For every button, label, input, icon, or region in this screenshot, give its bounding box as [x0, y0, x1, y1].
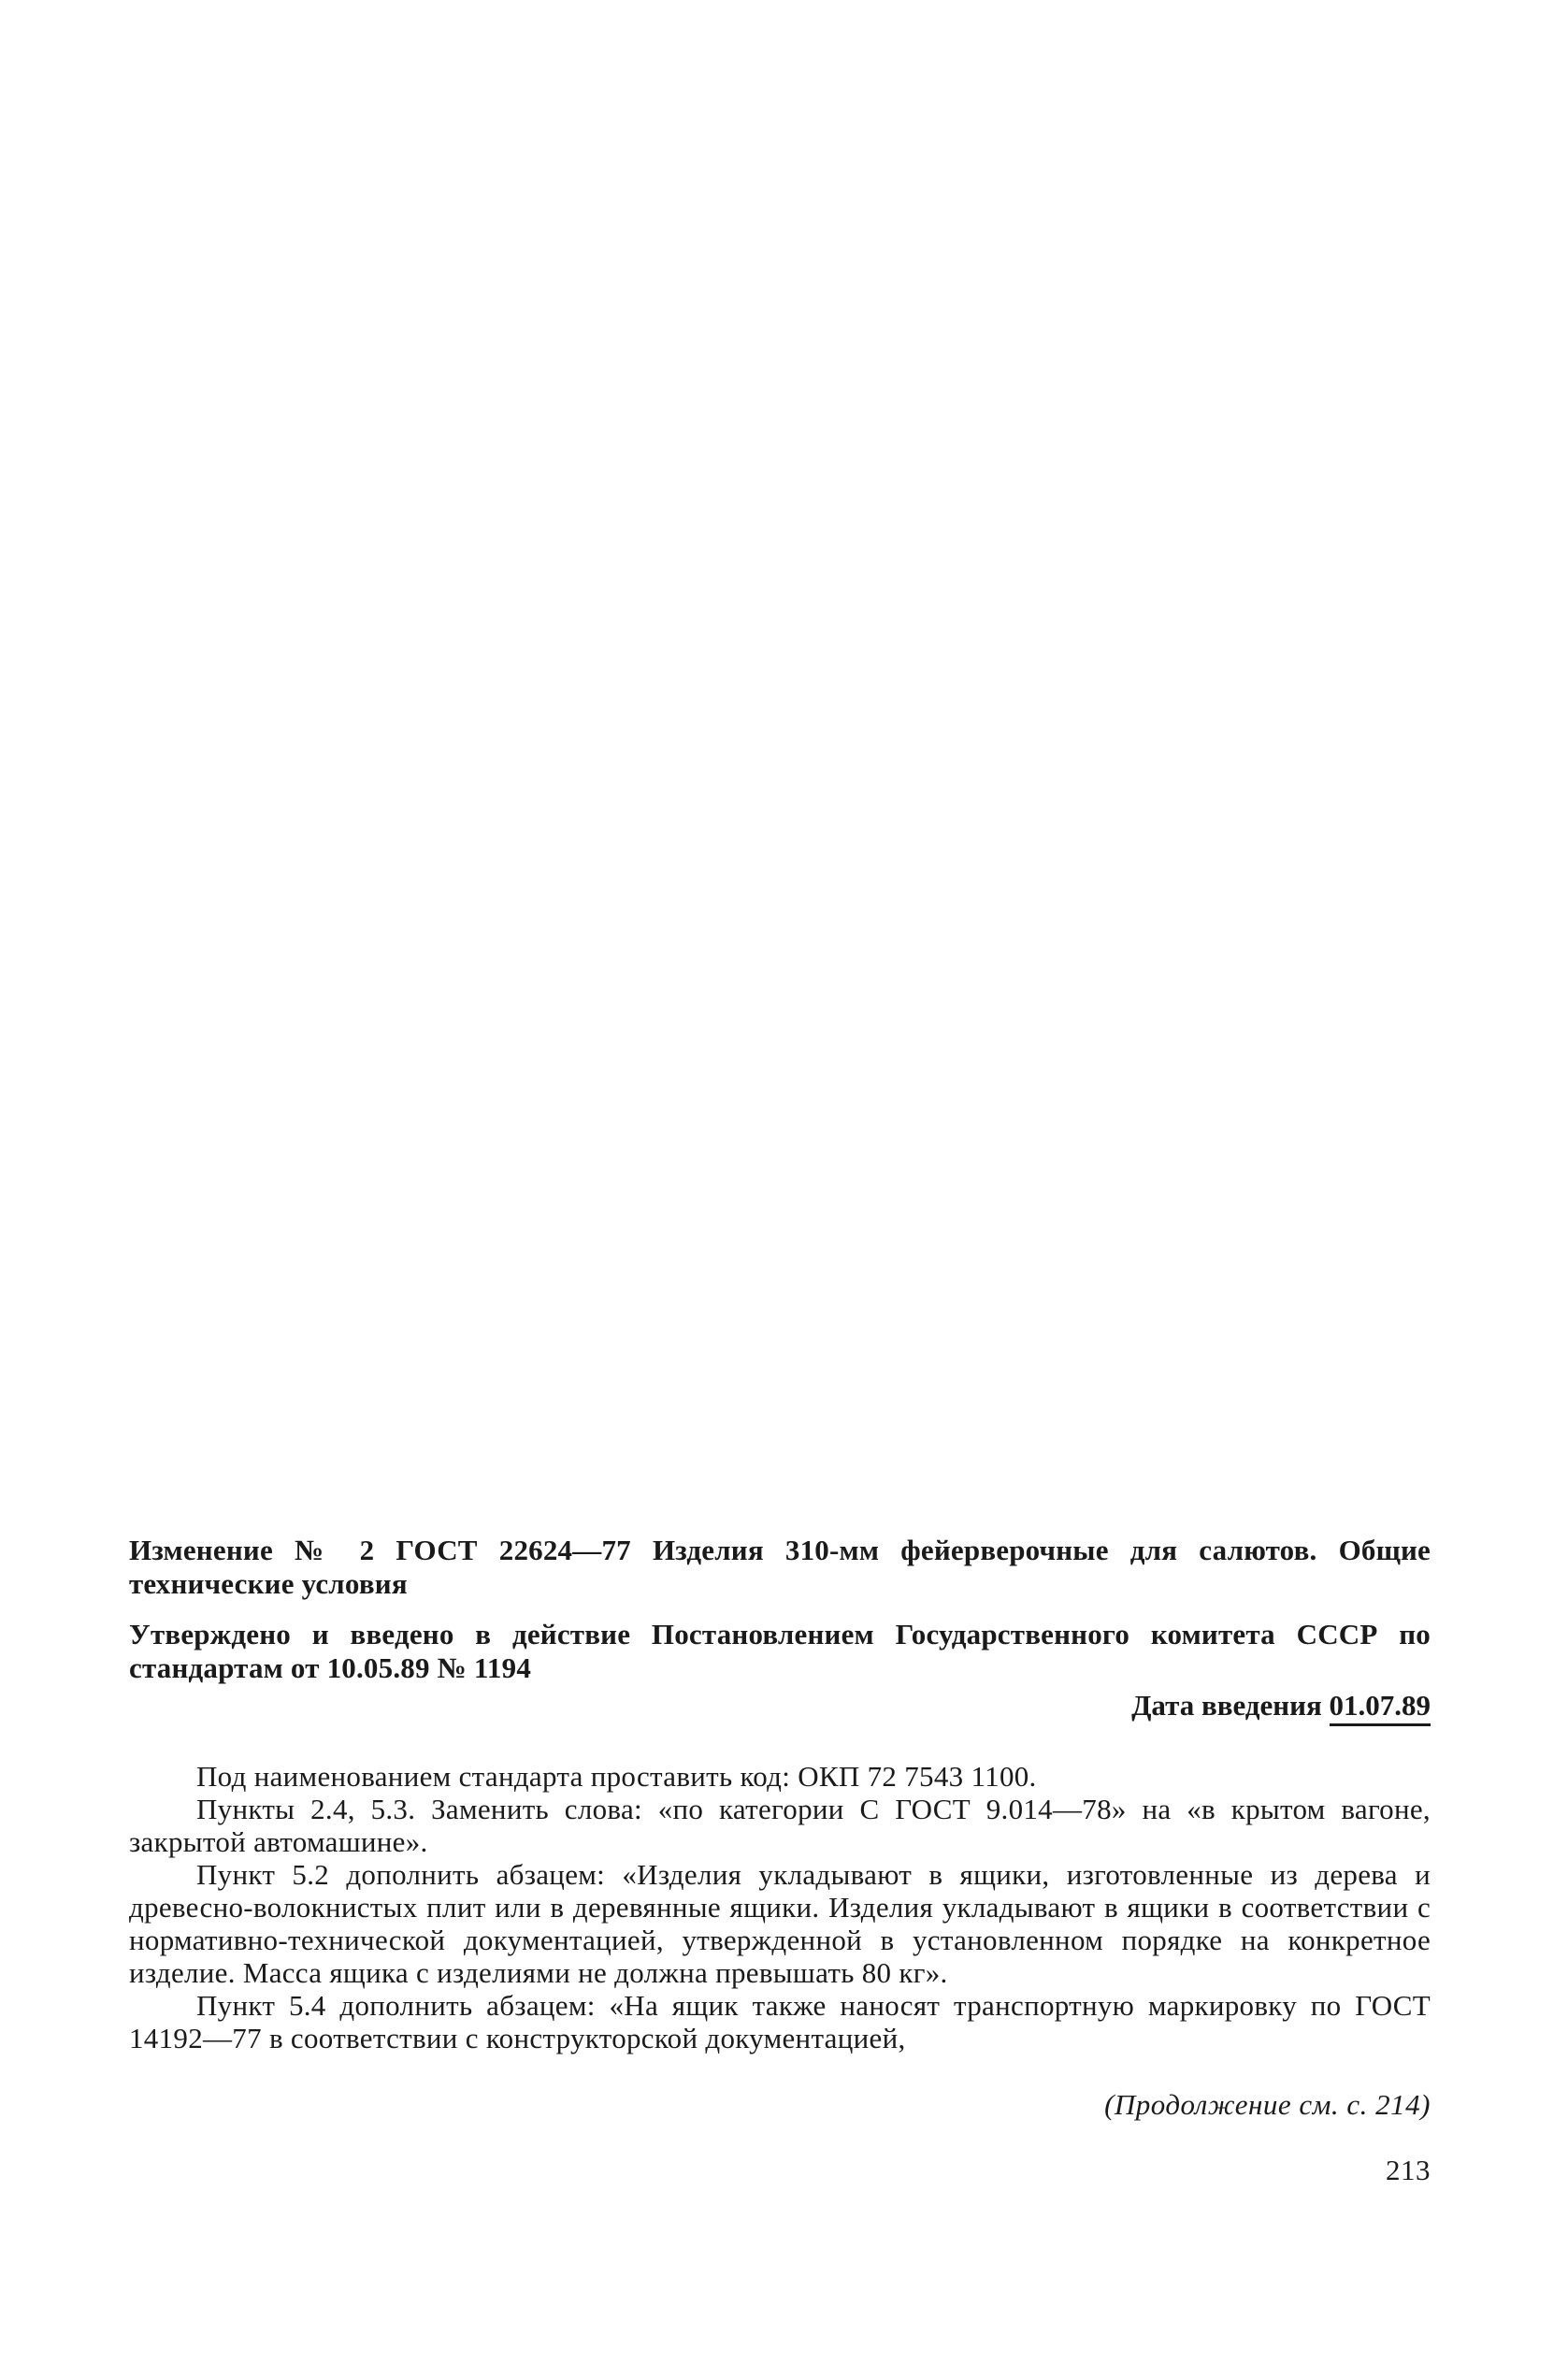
paragraph-items-2-4-5-3: Пункты 2.4, 5.3. Заменить слова: «по категории С ГОСТ 9.014—78» на «в крытом вагоне, закрытой автомашине».: [129, 1793, 1431, 1858]
amendment-title: Изменение № 2 ГОСТ 22624—77 Изделия 310-мм фейерверочные для салютов. Общие технические условия: [129, 1534, 1431, 1600]
introduction-date-value: 01.07.89: [1330, 1689, 1431, 1726]
introduction-date-label: Дата введения: [1131, 1689, 1322, 1722]
page-number: 213: [1386, 2154, 1431, 2186]
introduction-date: [129, 1689, 1431, 1723]
approval-statement: Утверждено и введено в действие Постановлением Государственного комитета СССР по стандартам от 10.05.89 № 1194: [129, 1618, 1431, 1684]
amendment-body: [129, 1760, 1431, 2054]
continuation-note: (Продолжение см. с. 214): [1104, 2088, 1431, 2121]
document-page: [129, 1534, 1431, 2187]
paragraph-item-5-2: Пункт 5.2 дополнить абзацем: «Изделия укладывают в ящики, изготовленные из дерева и древесно-волокнистых плит или в деревянные ящики. Изделия укладывают в ящики в соответствии с нормативно-технической документацией, утвержденной в установленном порядке на конкретное изделие. Масса ящика с изделиями не должна превышать 80 кг».: [129, 1858, 1431, 1989]
paragraph-item-5-4: Пункт 5.4 дополнить абзацем: «На ящик также наносят транспортную маркировку по ГОСТ 14192—77 в соответствии с конструкторской документацией,: [129, 1989, 1431, 2054]
paragraph-okp-code: Под наименованием стандарта проставить код: ОКП 72 7543 1100.: [196, 1760, 1037, 1793]
